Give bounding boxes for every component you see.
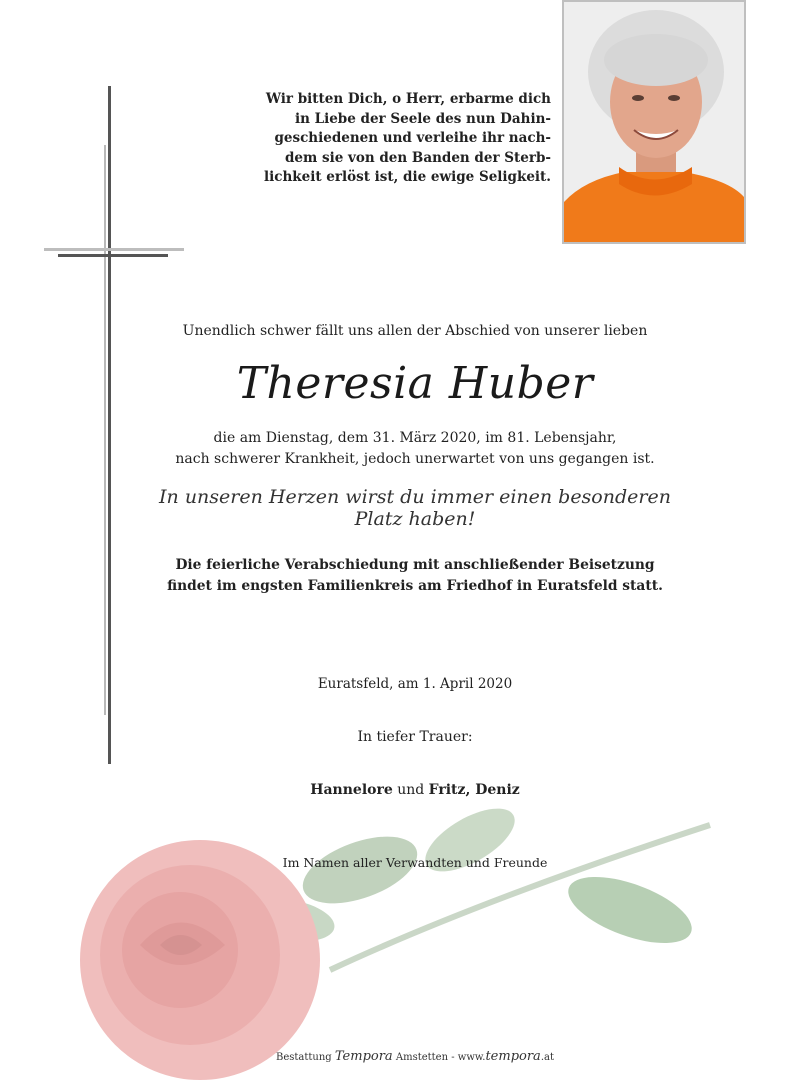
prayer-line: lichkeit erlöst ist, die ewige Seligkeit. [263,169,551,185]
portrait-illustration [564,2,744,242]
death-line: die am Dienstag, dem 31. März 2020, im 81. Lebensjahr, [213,430,617,446]
relatives-text: Im Namen aller Verwandten und Freunde [282,855,548,870]
prayer-text [251,90,551,188]
footer-suffix: Amstetten - www. [395,1052,486,1063]
death-notice [160,428,670,470]
death-line: nach schwerer Krankheit, jedoch unerwartet von uns gegangen ist. [175,451,655,467]
prayer-line: geschiedenen und verleihe ihr nach- [274,130,551,146]
rose-illustration [30,770,730,1080]
prayer-line: Wir bitten Dich, o Herr, erbarme dich [265,91,551,107]
deceased-name: Theresia Huber [236,358,594,409]
mourning-heading: In tiefer Trauer: [357,729,473,745]
funeral-line: findet im engsten Familienkreis am Friedhof in Euratsfeld statt. [167,578,663,594]
intro-text: Unendlich schwer fällt uns allen der Abschied von unserer lieben [182,323,648,339]
footer-prefix: Bestattung [276,1052,332,1063]
funeral-info [160,555,670,597]
mourner-name: Fritz, Deniz [428,782,520,798]
motto: In unseren Herzen wirst du immer einen besonderen Platz haben! [159,486,671,530]
cross-vertical-dark [108,86,111,764]
cross-horizontal-dark [58,254,168,257]
funeral-line: Die feierliche Verabschiedung mit anschließender Beisetzung [175,557,655,573]
footer-tld: .at [540,1052,554,1063]
place-date: Euratsfeld, am 1. April 2020 [317,676,513,692]
cross-vertical-light [104,145,106,715]
mourners [160,782,670,798]
cross-horizontal-light [44,248,184,251]
footer [160,1049,670,1064]
mourner-conjunction: und [397,782,425,798]
prayer-line: dem sie von den Banden der Sterb- [284,149,551,166]
prayer-line: in Liebe der Seele des nun Dahin- [294,110,551,127]
footer-brand: Tempora [334,1049,393,1064]
portrait-photo [562,0,746,244]
footer-brand-url: tempora [485,1049,541,1064]
mourner-name: Hannelore [310,782,393,798]
